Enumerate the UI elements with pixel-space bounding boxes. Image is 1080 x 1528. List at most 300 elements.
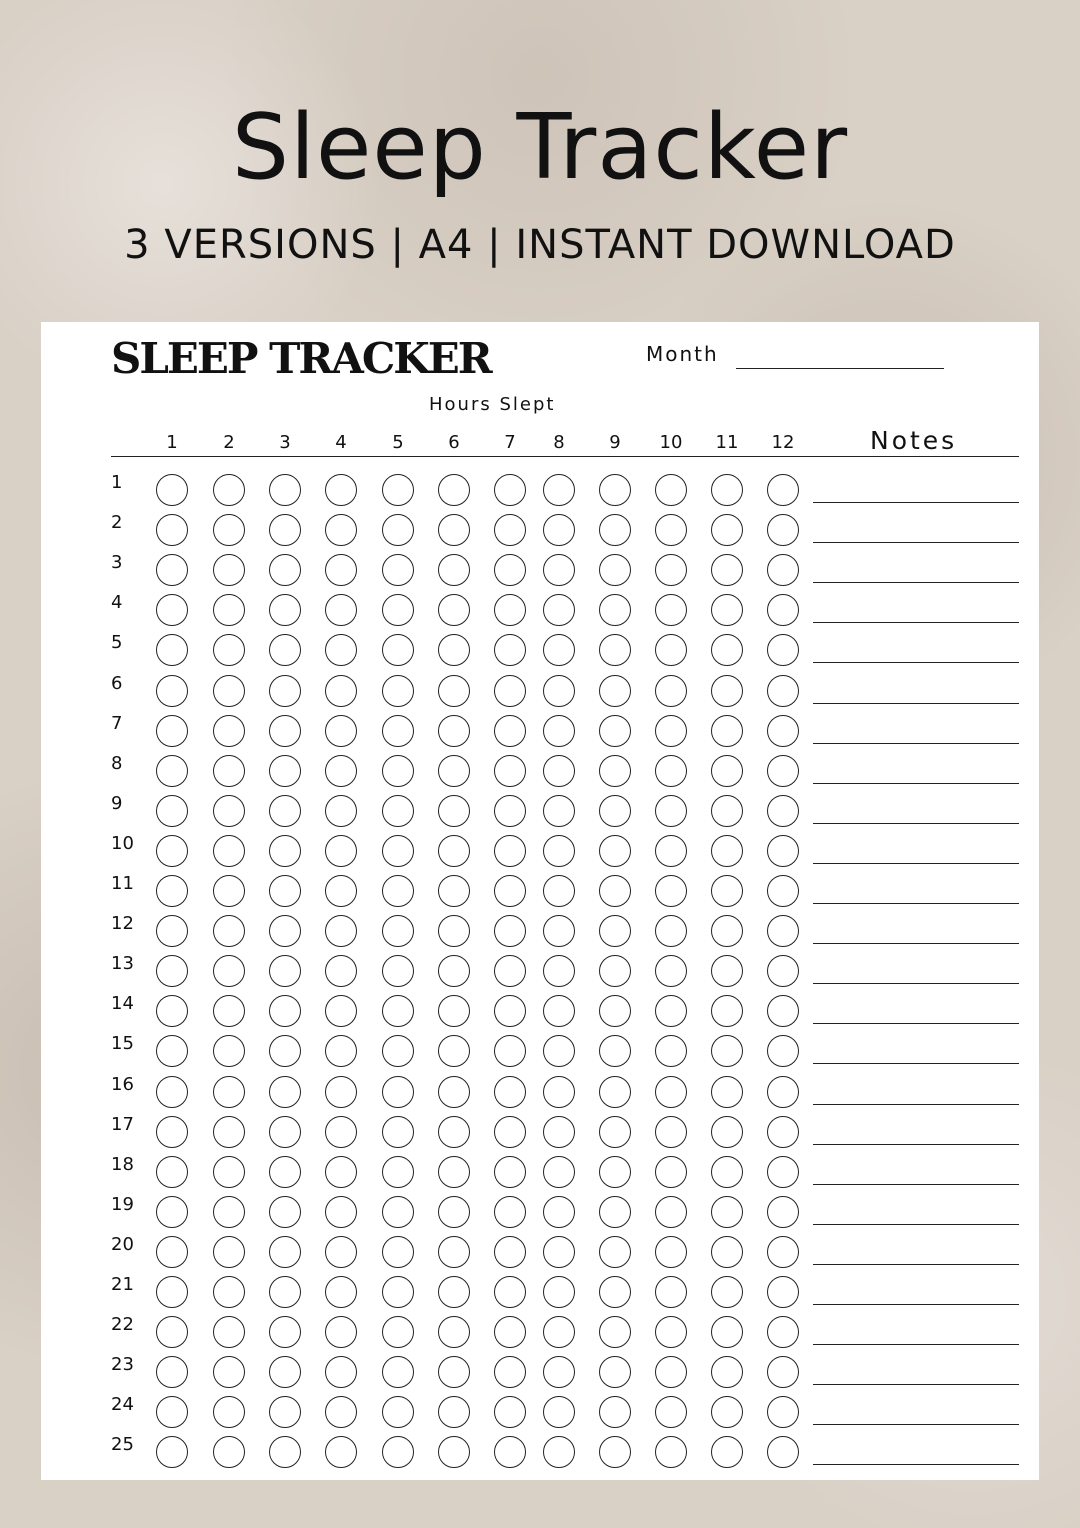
sleep-hour-bubble-3[interactable] bbox=[269, 1396, 301, 1428]
sleep-hour-bubble-9[interactable] bbox=[599, 594, 631, 626]
notes-line[interactable] bbox=[813, 1224, 1019, 1225]
sleep-hour-bubble-9[interactable] bbox=[599, 955, 631, 987]
sleep-hour-bubble-3[interactable] bbox=[269, 554, 301, 586]
sleep-hour-bubble-3[interactable] bbox=[269, 875, 301, 907]
sleep-hour-bubble-9[interactable] bbox=[599, 1276, 631, 1308]
sleep-hour-bubble-12[interactable] bbox=[767, 514, 799, 546]
sleep-hour-bubble-5[interactable] bbox=[382, 1316, 414, 1348]
sleep-hour-bubble-8[interactable] bbox=[543, 1316, 575, 1348]
sleep-hour-bubble-4[interactable] bbox=[325, 1076, 357, 1108]
sleep-hour-bubble-5[interactable] bbox=[382, 1156, 414, 1188]
sleep-hour-bubble-2[interactable] bbox=[213, 474, 245, 506]
sleep-hour-bubble-12[interactable] bbox=[767, 1156, 799, 1188]
sleep-hour-bubble-12[interactable] bbox=[767, 915, 799, 947]
sleep-hour-bubble-2[interactable] bbox=[213, 1276, 245, 1308]
sleep-hour-bubble-3[interactable] bbox=[269, 1356, 301, 1388]
sleep-hour-bubble-9[interactable] bbox=[599, 835, 631, 867]
sleep-hour-bubble-12[interactable] bbox=[767, 1316, 799, 1348]
sleep-hour-bubble-7[interactable] bbox=[494, 1276, 526, 1308]
sleep-hour-bubble-12[interactable] bbox=[767, 1035, 799, 1067]
sleep-hour-bubble-10[interactable] bbox=[655, 474, 687, 506]
sleep-hour-bubble-6[interactable] bbox=[438, 875, 470, 907]
notes-line[interactable] bbox=[813, 542, 1019, 543]
notes-line[interactable] bbox=[813, 1304, 1019, 1305]
notes-line[interactable] bbox=[813, 582, 1019, 583]
sleep-hour-bubble-10[interactable] bbox=[655, 715, 687, 747]
sleep-hour-bubble-7[interactable] bbox=[494, 514, 526, 546]
sleep-hour-bubble-8[interactable] bbox=[543, 594, 575, 626]
sleep-hour-bubble-8[interactable] bbox=[543, 1196, 575, 1228]
sleep-hour-bubble-4[interactable] bbox=[325, 1116, 357, 1148]
sleep-hour-bubble-11[interactable] bbox=[711, 875, 743, 907]
sleep-hour-bubble-3[interactable] bbox=[269, 835, 301, 867]
sleep-hour-bubble-11[interactable] bbox=[711, 1116, 743, 1148]
notes-line[interactable] bbox=[813, 622, 1019, 623]
sleep-hour-bubble-10[interactable] bbox=[655, 915, 687, 947]
sleep-hour-bubble-1[interactable] bbox=[156, 1035, 188, 1067]
sleep-hour-bubble-5[interactable] bbox=[382, 634, 414, 666]
sleep-hour-bubble-2[interactable] bbox=[213, 1396, 245, 1428]
sleep-hour-bubble-2[interactable] bbox=[213, 1196, 245, 1228]
sleep-hour-bubble-7[interactable] bbox=[494, 1356, 526, 1388]
sleep-hour-bubble-2[interactable] bbox=[213, 1116, 245, 1148]
sleep-hour-bubble-8[interactable] bbox=[543, 634, 575, 666]
sleep-hour-bubble-11[interactable] bbox=[711, 594, 743, 626]
sleep-hour-bubble-12[interactable] bbox=[767, 1076, 799, 1108]
sleep-hour-bubble-8[interactable] bbox=[543, 1076, 575, 1108]
sleep-hour-bubble-5[interactable] bbox=[382, 675, 414, 707]
notes-line[interactable] bbox=[813, 1184, 1019, 1185]
sleep-hour-bubble-9[interactable] bbox=[599, 514, 631, 546]
sleep-hour-bubble-10[interactable] bbox=[655, 1396, 687, 1428]
sleep-hour-bubble-5[interactable] bbox=[382, 1035, 414, 1067]
sleep-hour-bubble-3[interactable] bbox=[269, 1436, 301, 1468]
sleep-hour-bubble-4[interactable] bbox=[325, 675, 357, 707]
sleep-hour-bubble-6[interactable] bbox=[438, 1076, 470, 1108]
sleep-hour-bubble-9[interactable] bbox=[599, 1035, 631, 1067]
sleep-hour-bubble-6[interactable] bbox=[438, 594, 470, 626]
sleep-hour-bubble-5[interactable] bbox=[382, 1436, 414, 1468]
sleep-hour-bubble-1[interactable] bbox=[156, 1076, 188, 1108]
sleep-hour-bubble-2[interactable] bbox=[213, 875, 245, 907]
notes-line[interactable] bbox=[813, 1464, 1019, 1465]
sleep-hour-bubble-5[interactable] bbox=[382, 1396, 414, 1428]
sleep-hour-bubble-12[interactable] bbox=[767, 675, 799, 707]
notes-line[interactable] bbox=[813, 783, 1019, 784]
sleep-hour-bubble-4[interactable] bbox=[325, 1436, 357, 1468]
sleep-hour-bubble-5[interactable] bbox=[382, 1356, 414, 1388]
notes-line[interactable] bbox=[813, 1104, 1019, 1105]
sleep-hour-bubble-5[interactable] bbox=[382, 795, 414, 827]
sleep-hour-bubble-10[interactable] bbox=[655, 1076, 687, 1108]
sleep-hour-bubble-5[interactable] bbox=[382, 715, 414, 747]
sleep-hour-bubble-12[interactable] bbox=[767, 554, 799, 586]
sleep-hour-bubble-8[interactable] bbox=[543, 955, 575, 987]
sleep-hour-bubble-4[interactable] bbox=[325, 1156, 357, 1188]
sleep-hour-bubble-8[interactable] bbox=[543, 875, 575, 907]
sleep-hour-bubble-11[interactable] bbox=[711, 1076, 743, 1108]
sleep-hour-bubble-1[interactable] bbox=[156, 594, 188, 626]
sleep-hour-bubble-12[interactable] bbox=[767, 995, 799, 1027]
sleep-hour-bubble-1[interactable] bbox=[156, 675, 188, 707]
notes-line[interactable] bbox=[813, 662, 1019, 663]
sleep-hour-bubble-3[interactable] bbox=[269, 1156, 301, 1188]
sleep-hour-bubble-5[interactable] bbox=[382, 915, 414, 947]
sleep-hour-bubble-8[interactable] bbox=[543, 1236, 575, 1268]
sleep-hour-bubble-7[interactable] bbox=[494, 795, 526, 827]
sleep-hour-bubble-1[interactable] bbox=[156, 1156, 188, 1188]
sleep-hour-bubble-5[interactable] bbox=[382, 755, 414, 787]
sleep-hour-bubble-11[interactable] bbox=[711, 915, 743, 947]
notes-line[interactable] bbox=[813, 1424, 1019, 1425]
sleep-hour-bubble-9[interactable] bbox=[599, 675, 631, 707]
sleep-hour-bubble-4[interactable] bbox=[325, 875, 357, 907]
notes-line[interactable] bbox=[813, 743, 1019, 744]
sleep-hour-bubble-2[interactable] bbox=[213, 1436, 245, 1468]
sleep-hour-bubble-1[interactable] bbox=[156, 835, 188, 867]
sleep-hour-bubble-12[interactable] bbox=[767, 1236, 799, 1268]
sleep-hour-bubble-2[interactable] bbox=[213, 554, 245, 586]
sleep-hour-bubble-6[interactable] bbox=[438, 1156, 470, 1188]
sleep-hour-bubble-2[interactable] bbox=[213, 1156, 245, 1188]
notes-line[interactable] bbox=[813, 1144, 1019, 1145]
sleep-hour-bubble-4[interactable] bbox=[325, 1316, 357, 1348]
sleep-hour-bubble-7[interactable] bbox=[494, 1116, 526, 1148]
sleep-hour-bubble-11[interactable] bbox=[711, 474, 743, 506]
sleep-hour-bubble-7[interactable] bbox=[494, 1396, 526, 1428]
sleep-hour-bubble-6[interactable] bbox=[438, 955, 470, 987]
sleep-hour-bubble-11[interactable] bbox=[711, 955, 743, 987]
sleep-hour-bubble-4[interactable] bbox=[325, 554, 357, 586]
sleep-hour-bubble-10[interactable] bbox=[655, 1196, 687, 1228]
sleep-hour-bubble-7[interactable] bbox=[494, 1236, 526, 1268]
sleep-hour-bubble-11[interactable] bbox=[711, 1356, 743, 1388]
sleep-hour-bubble-11[interactable] bbox=[711, 715, 743, 747]
sleep-hour-bubble-1[interactable] bbox=[156, 474, 188, 506]
sleep-hour-bubble-11[interactable] bbox=[711, 675, 743, 707]
sleep-hour-bubble-8[interactable] bbox=[543, 995, 575, 1027]
sleep-hour-bubble-2[interactable] bbox=[213, 835, 245, 867]
sleep-hour-bubble-6[interactable] bbox=[438, 795, 470, 827]
sleep-hour-bubble-7[interactable] bbox=[494, 474, 526, 506]
sleep-hour-bubble-7[interactable] bbox=[494, 995, 526, 1027]
sleep-hour-bubble-11[interactable] bbox=[711, 795, 743, 827]
sleep-hour-bubble-3[interactable] bbox=[269, 755, 301, 787]
sleep-hour-bubble-1[interactable] bbox=[156, 795, 188, 827]
sleep-hour-bubble-10[interactable] bbox=[655, 1116, 687, 1148]
sleep-hour-bubble-3[interactable] bbox=[269, 594, 301, 626]
sleep-hour-bubble-3[interactable] bbox=[269, 675, 301, 707]
sleep-hour-bubble-5[interactable] bbox=[382, 995, 414, 1027]
sleep-hour-bubble-11[interactable] bbox=[711, 1436, 743, 1468]
sleep-hour-bubble-5[interactable] bbox=[382, 1236, 414, 1268]
sleep-hour-bubble-12[interactable] bbox=[767, 1276, 799, 1308]
sleep-hour-bubble-7[interactable] bbox=[494, 554, 526, 586]
sleep-hour-bubble-5[interactable] bbox=[382, 1076, 414, 1108]
sleep-hour-bubble-6[interactable] bbox=[438, 1316, 470, 1348]
sleep-hour-bubble-1[interactable] bbox=[156, 1116, 188, 1148]
sleep-hour-bubble-8[interactable] bbox=[543, 1035, 575, 1067]
sleep-hour-bubble-7[interactable] bbox=[494, 875, 526, 907]
sleep-hour-bubble-1[interactable] bbox=[156, 1316, 188, 1348]
sleep-hour-bubble-5[interactable] bbox=[382, 594, 414, 626]
sleep-hour-bubble-7[interactable] bbox=[494, 915, 526, 947]
sleep-hour-bubble-10[interactable] bbox=[655, 1276, 687, 1308]
sleep-hour-bubble-5[interactable] bbox=[382, 474, 414, 506]
notes-line[interactable] bbox=[813, 1344, 1019, 1345]
sleep-hour-bubble-10[interactable] bbox=[655, 634, 687, 666]
notes-line[interactable] bbox=[813, 1023, 1019, 1024]
sleep-hour-bubble-2[interactable] bbox=[213, 1035, 245, 1067]
sleep-hour-bubble-4[interactable] bbox=[325, 835, 357, 867]
sleep-hour-bubble-10[interactable] bbox=[655, 955, 687, 987]
sleep-hour-bubble-7[interactable] bbox=[494, 1316, 526, 1348]
notes-line[interactable] bbox=[813, 1264, 1019, 1265]
sleep-hour-bubble-10[interactable] bbox=[655, 554, 687, 586]
notes-line[interactable] bbox=[813, 502, 1019, 503]
sleep-hour-bubble-11[interactable] bbox=[711, 514, 743, 546]
sleep-hour-bubble-3[interactable] bbox=[269, 1316, 301, 1348]
sleep-hour-bubble-8[interactable] bbox=[543, 795, 575, 827]
sleep-hour-bubble-2[interactable] bbox=[213, 915, 245, 947]
sleep-hour-bubble-6[interactable] bbox=[438, 915, 470, 947]
sleep-hour-bubble-10[interactable] bbox=[655, 835, 687, 867]
sleep-hour-bubble-9[interactable] bbox=[599, 755, 631, 787]
sleep-hour-bubble-3[interactable] bbox=[269, 634, 301, 666]
sleep-hour-bubble-7[interactable] bbox=[494, 1436, 526, 1468]
sleep-hour-bubble-7[interactable] bbox=[494, 1156, 526, 1188]
sleep-hour-bubble-10[interactable] bbox=[655, 995, 687, 1027]
sleep-hour-bubble-8[interactable] bbox=[543, 1116, 575, 1148]
sleep-hour-bubble-8[interactable] bbox=[543, 915, 575, 947]
sleep-hour-bubble-3[interactable] bbox=[269, 795, 301, 827]
sleep-hour-bubble-11[interactable] bbox=[711, 995, 743, 1027]
sleep-hour-bubble-9[interactable] bbox=[599, 875, 631, 907]
sleep-hour-bubble-4[interactable] bbox=[325, 594, 357, 626]
sleep-hour-bubble-5[interactable] bbox=[382, 1196, 414, 1228]
sleep-hour-bubble-6[interactable] bbox=[438, 675, 470, 707]
sleep-hour-bubble-9[interactable] bbox=[599, 474, 631, 506]
sleep-hour-bubble-8[interactable] bbox=[543, 1436, 575, 1468]
sleep-hour-bubble-12[interactable] bbox=[767, 634, 799, 666]
sleep-hour-bubble-11[interactable] bbox=[711, 835, 743, 867]
sleep-hour-bubble-4[interactable] bbox=[325, 634, 357, 666]
sleep-hour-bubble-10[interactable] bbox=[655, 675, 687, 707]
sleep-hour-bubble-2[interactable] bbox=[213, 755, 245, 787]
sleep-hour-bubble-3[interactable] bbox=[269, 474, 301, 506]
sleep-hour-bubble-7[interactable] bbox=[494, 835, 526, 867]
sleep-hour-bubble-1[interactable] bbox=[156, 634, 188, 666]
sleep-hour-bubble-6[interactable] bbox=[438, 1236, 470, 1268]
notes-line[interactable] bbox=[813, 703, 1019, 704]
sleep-hour-bubble-9[interactable] bbox=[599, 995, 631, 1027]
sleep-hour-bubble-3[interactable] bbox=[269, 1116, 301, 1148]
sleep-hour-bubble-4[interactable] bbox=[325, 1196, 357, 1228]
sleep-hour-bubble-7[interactable] bbox=[494, 755, 526, 787]
sleep-hour-bubble-10[interactable] bbox=[655, 755, 687, 787]
sleep-hour-bubble-1[interactable] bbox=[156, 514, 188, 546]
sleep-hour-bubble-9[interactable] bbox=[599, 1436, 631, 1468]
sleep-hour-bubble-11[interactable] bbox=[711, 1035, 743, 1067]
sleep-hour-bubble-10[interactable] bbox=[655, 1236, 687, 1268]
sleep-hour-bubble-1[interactable] bbox=[156, 875, 188, 907]
notes-line[interactable] bbox=[813, 1063, 1019, 1064]
sleep-hour-bubble-12[interactable] bbox=[767, 955, 799, 987]
sleep-hour-bubble-8[interactable] bbox=[543, 1276, 575, 1308]
sleep-hour-bubble-6[interactable] bbox=[438, 835, 470, 867]
sleep-hour-bubble-9[interactable] bbox=[599, 634, 631, 666]
sleep-hour-bubble-3[interactable] bbox=[269, 1276, 301, 1308]
sleep-hour-bubble-9[interactable] bbox=[599, 554, 631, 586]
sleep-hour-bubble-2[interactable] bbox=[213, 1356, 245, 1388]
sleep-hour-bubble-6[interactable] bbox=[438, 995, 470, 1027]
sleep-hour-bubble-9[interactable] bbox=[599, 1396, 631, 1428]
sleep-hour-bubble-11[interactable] bbox=[711, 1236, 743, 1268]
sleep-hour-bubble-4[interactable] bbox=[325, 795, 357, 827]
sleep-hour-bubble-6[interactable] bbox=[438, 1356, 470, 1388]
sleep-hour-bubble-11[interactable] bbox=[711, 1276, 743, 1308]
sleep-hour-bubble-1[interactable] bbox=[156, 554, 188, 586]
sleep-hour-bubble-7[interactable] bbox=[494, 675, 526, 707]
sleep-hour-bubble-9[interactable] bbox=[599, 1356, 631, 1388]
sleep-hour-bubble-8[interactable] bbox=[543, 1156, 575, 1188]
sleep-hour-bubble-4[interactable] bbox=[325, 1035, 357, 1067]
sleep-hour-bubble-11[interactable] bbox=[711, 1156, 743, 1188]
sleep-hour-bubble-7[interactable] bbox=[494, 1076, 526, 1108]
sleep-hour-bubble-2[interactable] bbox=[213, 675, 245, 707]
sleep-hour-bubble-8[interactable] bbox=[543, 715, 575, 747]
sleep-hour-bubble-4[interactable] bbox=[325, 1236, 357, 1268]
sleep-hour-bubble-3[interactable] bbox=[269, 715, 301, 747]
sleep-hour-bubble-2[interactable] bbox=[213, 514, 245, 546]
sleep-hour-bubble-7[interactable] bbox=[494, 634, 526, 666]
sleep-hour-bubble-10[interactable] bbox=[655, 1356, 687, 1388]
sleep-hour-bubble-6[interactable] bbox=[438, 1035, 470, 1067]
sleep-hour-bubble-7[interactable] bbox=[494, 1035, 526, 1067]
sleep-hour-bubble-5[interactable] bbox=[382, 1116, 414, 1148]
sleep-hour-bubble-6[interactable] bbox=[438, 1276, 470, 1308]
sleep-hour-bubble-8[interactable] bbox=[543, 675, 575, 707]
sleep-hour-bubble-6[interactable] bbox=[438, 514, 470, 546]
sleep-hour-bubble-3[interactable] bbox=[269, 514, 301, 546]
sleep-hour-bubble-6[interactable] bbox=[438, 1116, 470, 1148]
sleep-hour-bubble-10[interactable] bbox=[655, 795, 687, 827]
sleep-hour-bubble-4[interactable] bbox=[325, 1276, 357, 1308]
notes-line[interactable] bbox=[813, 1384, 1019, 1385]
notes-line[interactable] bbox=[813, 943, 1019, 944]
sleep-hour-bubble-12[interactable] bbox=[767, 755, 799, 787]
sleep-hour-bubble-12[interactable] bbox=[767, 1436, 799, 1468]
sleep-hour-bubble-3[interactable] bbox=[269, 1196, 301, 1228]
sleep-hour-bubble-1[interactable] bbox=[156, 1436, 188, 1468]
sleep-hour-bubble-6[interactable] bbox=[438, 755, 470, 787]
sleep-hour-bubble-5[interactable] bbox=[382, 1276, 414, 1308]
sleep-hour-bubble-7[interactable] bbox=[494, 594, 526, 626]
sleep-hour-bubble-4[interactable] bbox=[325, 474, 357, 506]
sleep-hour-bubble-1[interactable] bbox=[156, 755, 188, 787]
sleep-hour-bubble-9[interactable] bbox=[599, 1156, 631, 1188]
sleep-hour-bubble-12[interactable] bbox=[767, 835, 799, 867]
sleep-hour-bubble-12[interactable] bbox=[767, 1356, 799, 1388]
sleep-hour-bubble-12[interactable] bbox=[767, 795, 799, 827]
sleep-hour-bubble-5[interactable] bbox=[382, 514, 414, 546]
sleep-hour-bubble-7[interactable] bbox=[494, 955, 526, 987]
sleep-hour-bubble-11[interactable] bbox=[711, 634, 743, 666]
sleep-hour-bubble-10[interactable] bbox=[655, 594, 687, 626]
sleep-hour-bubble-3[interactable] bbox=[269, 1035, 301, 1067]
sleep-hour-bubble-7[interactable] bbox=[494, 1196, 526, 1228]
sleep-hour-bubble-10[interactable] bbox=[655, 1035, 687, 1067]
sleep-hour-bubble-8[interactable] bbox=[543, 755, 575, 787]
notes-line[interactable] bbox=[813, 863, 1019, 864]
sleep-hour-bubble-1[interactable] bbox=[156, 715, 188, 747]
sleep-hour-bubble-12[interactable] bbox=[767, 875, 799, 907]
sleep-hour-bubble-11[interactable] bbox=[711, 554, 743, 586]
sleep-hour-bubble-12[interactable] bbox=[767, 594, 799, 626]
sleep-hour-bubble-4[interactable] bbox=[325, 915, 357, 947]
sleep-hour-bubble-12[interactable] bbox=[767, 715, 799, 747]
sleep-hour-bubble-9[interactable] bbox=[599, 1076, 631, 1108]
sleep-hour-bubble-5[interactable] bbox=[382, 875, 414, 907]
sleep-hour-bubble-3[interactable] bbox=[269, 955, 301, 987]
sleep-hour-bubble-6[interactable] bbox=[438, 1396, 470, 1428]
sleep-hour-bubble-2[interactable] bbox=[213, 795, 245, 827]
notes-line[interactable] bbox=[813, 823, 1019, 824]
sleep-hour-bubble-8[interactable] bbox=[543, 474, 575, 506]
sleep-hour-bubble-4[interactable] bbox=[325, 995, 357, 1027]
sleep-hour-bubble-12[interactable] bbox=[767, 1116, 799, 1148]
sleep-hour-bubble-6[interactable] bbox=[438, 1196, 470, 1228]
notes-line[interactable] bbox=[813, 903, 1019, 904]
sleep-hour-bubble-2[interactable] bbox=[213, 715, 245, 747]
sleep-hour-bubble-4[interactable] bbox=[325, 1356, 357, 1388]
sleep-hour-bubble-6[interactable] bbox=[438, 1436, 470, 1468]
sleep-hour-bubble-6[interactable] bbox=[438, 554, 470, 586]
sleep-hour-bubble-4[interactable] bbox=[325, 514, 357, 546]
sleep-hour-bubble-12[interactable] bbox=[767, 1196, 799, 1228]
sleep-hour-bubble-7[interactable] bbox=[494, 715, 526, 747]
sleep-hour-bubble-1[interactable] bbox=[156, 1236, 188, 1268]
sleep-hour-bubble-3[interactable] bbox=[269, 1076, 301, 1108]
sleep-hour-bubble-12[interactable] bbox=[767, 474, 799, 506]
sleep-hour-bubble-8[interactable] bbox=[543, 1356, 575, 1388]
sleep-hour-bubble-11[interactable] bbox=[711, 1396, 743, 1428]
sleep-hour-bubble-8[interactable] bbox=[543, 554, 575, 586]
sleep-hour-bubble-8[interactable] bbox=[543, 835, 575, 867]
sleep-hour-bubble-3[interactable] bbox=[269, 1236, 301, 1268]
sleep-hour-bubble-2[interactable] bbox=[213, 955, 245, 987]
sleep-hour-bubble-6[interactable] bbox=[438, 474, 470, 506]
sleep-hour-bubble-5[interactable] bbox=[382, 835, 414, 867]
sleep-hour-bubble-11[interactable] bbox=[711, 1196, 743, 1228]
sleep-hour-bubble-1[interactable] bbox=[156, 1356, 188, 1388]
sleep-hour-bubble-9[interactable] bbox=[599, 795, 631, 827]
sleep-hour-bubble-10[interactable] bbox=[655, 1436, 687, 1468]
sleep-hour-bubble-3[interactable] bbox=[269, 995, 301, 1027]
sleep-hour-bubble-6[interactable] bbox=[438, 715, 470, 747]
sleep-hour-bubble-9[interactable] bbox=[599, 1116, 631, 1148]
sleep-hour-bubble-6[interactable] bbox=[438, 634, 470, 666]
sleep-hour-bubble-12[interactable] bbox=[767, 1396, 799, 1428]
sleep-hour-bubble-10[interactable] bbox=[655, 1316, 687, 1348]
notes-line[interactable] bbox=[813, 983, 1019, 984]
sleep-hour-bubble-2[interactable] bbox=[213, 634, 245, 666]
sleep-hour-bubble-4[interactable] bbox=[325, 1396, 357, 1428]
sleep-hour-bubble-2[interactable] bbox=[213, 594, 245, 626]
sleep-hour-bubble-1[interactable] bbox=[156, 1396, 188, 1428]
sleep-hour-bubble-1[interactable] bbox=[156, 1196, 188, 1228]
sleep-hour-bubble-2[interactable] bbox=[213, 1236, 245, 1268]
